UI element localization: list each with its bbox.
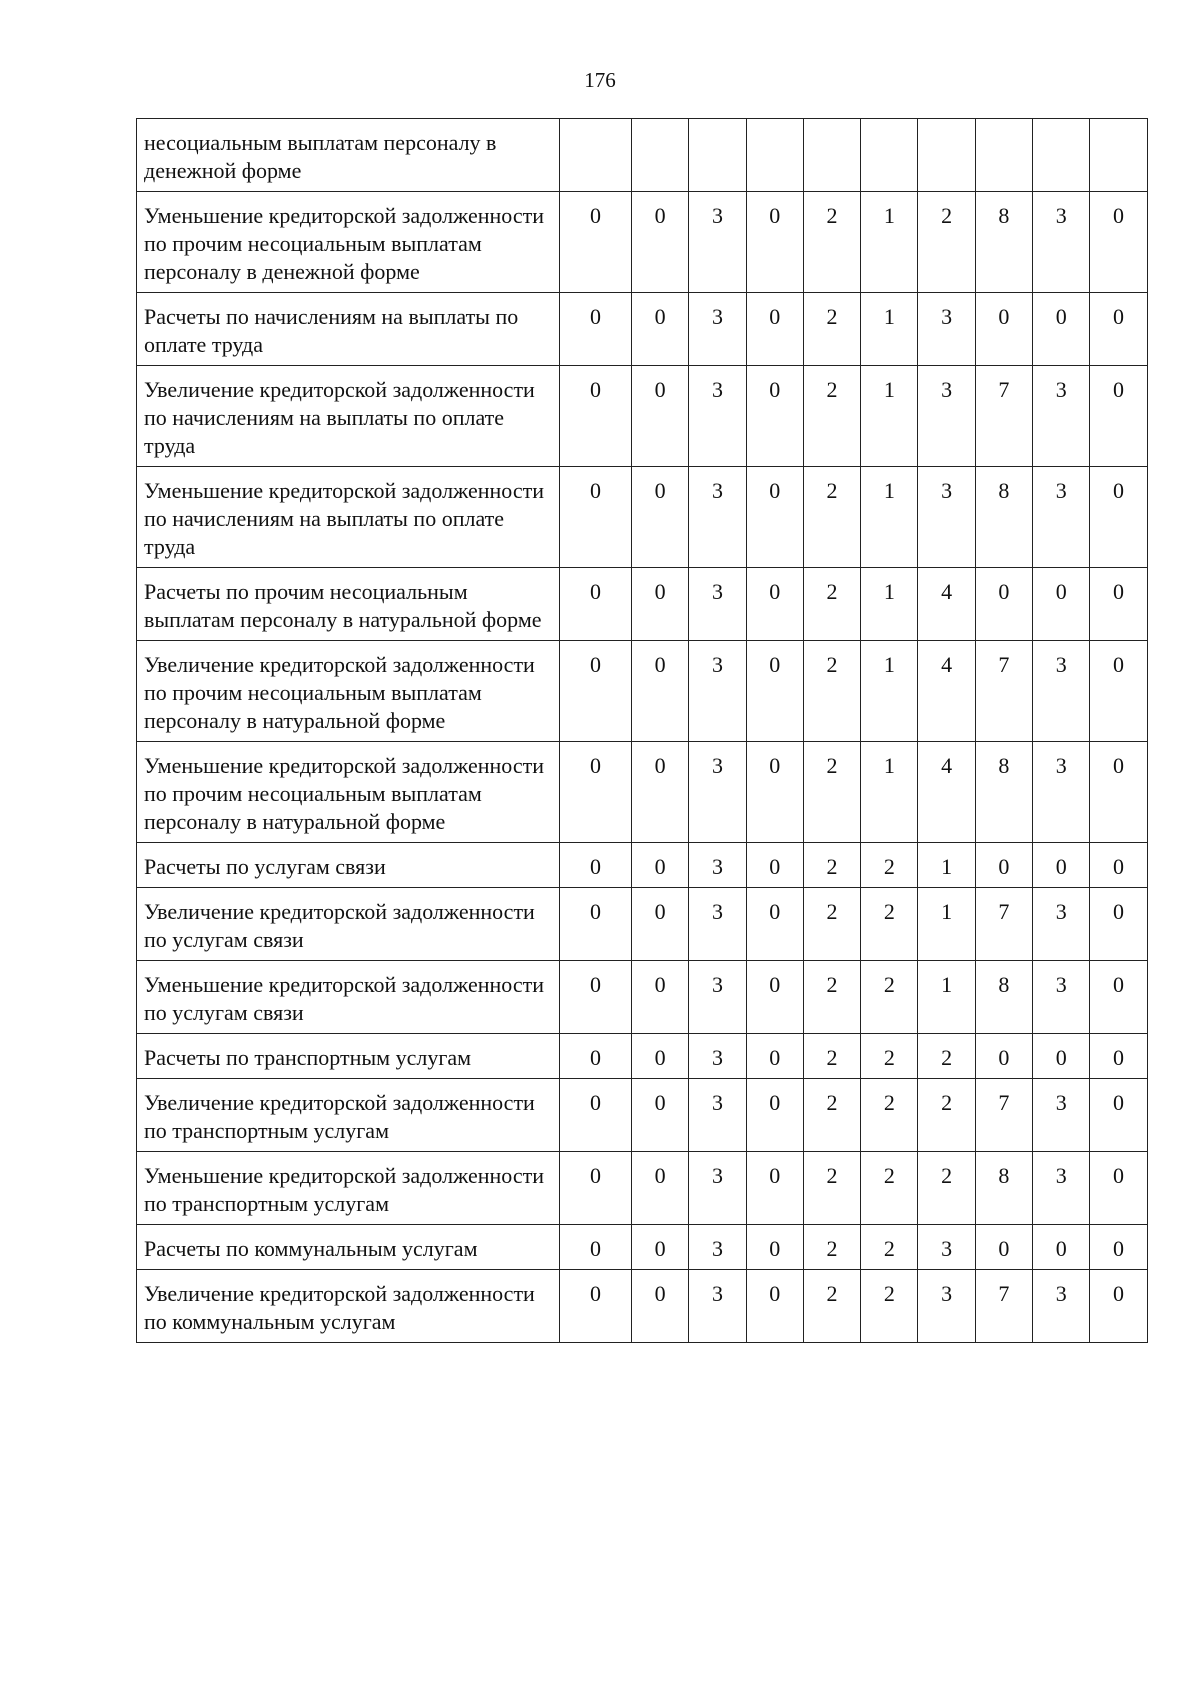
code-digit-cell: 0 bbox=[560, 742, 632, 843]
code-digit-cell: 1 bbox=[861, 293, 918, 366]
code-digit-cell bbox=[560, 119, 632, 192]
code-digit-cell: 3 bbox=[689, 843, 746, 888]
code-digit-cell: 0 bbox=[746, 1034, 803, 1079]
code-digit-cell: 3 bbox=[689, 568, 746, 641]
code-digit-cell: 1 bbox=[918, 843, 975, 888]
code-digit-cell: 0 bbox=[1090, 843, 1147, 888]
code-digit-cell: 0 bbox=[560, 366, 632, 467]
row-name-cell: Уменьшение кредиторской задолженности по транспортным услугам bbox=[137, 1152, 560, 1225]
code-digit-cell: 2 bbox=[803, 641, 860, 742]
code-digit-cell: 2 bbox=[861, 1079, 918, 1152]
code-digit-cell bbox=[746, 119, 803, 192]
table-row bbox=[137, 742, 1148, 843]
code-digit-cell: 0 bbox=[560, 641, 632, 742]
code-digit-cell: 3 bbox=[918, 467, 975, 568]
code-digit-cell bbox=[975, 119, 1032, 192]
table-row bbox=[137, 119, 1148, 192]
code-digit-cell: 7 bbox=[975, 1079, 1032, 1152]
table-body bbox=[137, 119, 1148, 1343]
code-digit-cell: 0 bbox=[1033, 843, 1090, 888]
code-digit-cell: 0 bbox=[746, 742, 803, 843]
code-digit-cell: 0 bbox=[975, 1225, 1032, 1270]
code-digit-cell: 0 bbox=[560, 568, 632, 641]
row-name-cell: Расчеты по транспортным услугам bbox=[137, 1034, 560, 1079]
code-digit-cell: 0 bbox=[1090, 1270, 1147, 1343]
code-digit-cell: 0 bbox=[632, 1225, 689, 1270]
code-digit-cell: 0 bbox=[746, 1079, 803, 1152]
code-digit-cell: 0 bbox=[560, 961, 632, 1034]
code-digit-cell: 0 bbox=[1090, 742, 1147, 843]
code-digit-cell: 0 bbox=[560, 293, 632, 366]
table-row bbox=[137, 1225, 1148, 1270]
table-row bbox=[137, 568, 1148, 641]
code-digit-cell: 7 bbox=[975, 366, 1032, 467]
code-digit-cell: 0 bbox=[632, 843, 689, 888]
code-digit-cell: 3 bbox=[1033, 1079, 1090, 1152]
code-digit-cell: 3 bbox=[1033, 1152, 1090, 1225]
code-digit-cell: 2 bbox=[918, 1152, 975, 1225]
code-digit-cell: 0 bbox=[746, 641, 803, 742]
table-row bbox=[137, 192, 1148, 293]
code-digit-cell: 2 bbox=[918, 192, 975, 293]
code-digit-cell bbox=[632, 119, 689, 192]
code-digit-cell: 0 bbox=[560, 467, 632, 568]
code-digit-cell: 1 bbox=[861, 742, 918, 843]
code-digit-cell: 3 bbox=[1033, 641, 1090, 742]
code-digit-cell: 3 bbox=[689, 1034, 746, 1079]
code-digit-cell: 0 bbox=[746, 843, 803, 888]
code-digit-cell: 2 bbox=[861, 888, 918, 961]
code-digit-cell: 2 bbox=[803, 1079, 860, 1152]
code-digit-cell: 3 bbox=[689, 888, 746, 961]
code-digit-cell: 1 bbox=[861, 366, 918, 467]
code-digit-cell: 0 bbox=[975, 293, 1032, 366]
code-digit-cell: 0 bbox=[1033, 1034, 1090, 1079]
code-digit-cell: 0 bbox=[560, 1270, 632, 1343]
code-digit-cell: 1 bbox=[861, 641, 918, 742]
code-digit-cell bbox=[803, 119, 860, 192]
code-digit-cell: 0 bbox=[746, 961, 803, 1034]
code-digit-cell: 3 bbox=[689, 293, 746, 366]
code-digit-cell: 0 bbox=[1090, 366, 1147, 467]
code-digit-cell: 0 bbox=[632, 192, 689, 293]
row-name-cell: Расчеты по услугам связи bbox=[137, 843, 560, 888]
code-digit-cell: 0 bbox=[560, 843, 632, 888]
code-digit-cell: 0 bbox=[746, 1225, 803, 1270]
code-digit-cell: 8 bbox=[975, 192, 1032, 293]
table-row bbox=[137, 1079, 1148, 1152]
row-name-cell: Увеличение кредиторской задолженности по коммунальным услугам bbox=[137, 1270, 560, 1343]
row-name-cell: Увеличение кредиторской задолженности по начислениям на выплаты по оплате труда bbox=[137, 366, 560, 467]
account-codes-table bbox=[136, 118, 1148, 1343]
code-digit-cell: 0 bbox=[1090, 961, 1147, 1034]
code-digit-cell: 2 bbox=[803, 742, 860, 843]
code-digit-cell: 0 bbox=[746, 1270, 803, 1343]
code-digit-cell bbox=[1090, 119, 1147, 192]
code-digit-cell bbox=[1033, 119, 1090, 192]
code-digit-cell: 2 bbox=[803, 1152, 860, 1225]
code-digit-cell: 0 bbox=[746, 1152, 803, 1225]
row-name-cell: Расчеты по начислениям на выплаты по оплате труда bbox=[137, 293, 560, 366]
code-digit-cell bbox=[861, 119, 918, 192]
code-digit-cell: 3 bbox=[689, 961, 746, 1034]
code-digit-cell: 1 bbox=[918, 961, 975, 1034]
code-digit-cell: 7 bbox=[975, 1270, 1032, 1343]
row-name-cell: Увеличение кредиторской задолженности по транспортным услугам bbox=[137, 1079, 560, 1152]
code-digit-cell: 3 bbox=[689, 366, 746, 467]
code-digit-cell: 0 bbox=[632, 1152, 689, 1225]
code-digit-cell: 0 bbox=[1090, 1225, 1147, 1270]
code-digit-cell: 1 bbox=[861, 568, 918, 641]
code-digit-cell: 0 bbox=[632, 1079, 689, 1152]
code-digit-cell: 0 bbox=[1090, 568, 1147, 641]
code-digit-cell: 8 bbox=[975, 742, 1032, 843]
code-digit-cell: 2 bbox=[861, 1034, 918, 1079]
code-digit-cell: 3 bbox=[918, 366, 975, 467]
code-digit-cell: 3 bbox=[1033, 888, 1090, 961]
code-digit-cell: 0 bbox=[1090, 888, 1147, 961]
code-digit-cell: 8 bbox=[975, 467, 1032, 568]
code-digit-cell: 0 bbox=[632, 961, 689, 1034]
code-digit-cell: 7 bbox=[975, 888, 1032, 961]
code-digit-cell: 3 bbox=[1033, 192, 1090, 293]
code-digit-cell: 0 bbox=[560, 192, 632, 293]
code-digit-cell: 2 bbox=[803, 293, 860, 366]
code-digit-cell: 3 bbox=[689, 1079, 746, 1152]
code-digit-cell: 0 bbox=[632, 568, 689, 641]
code-digit-cell: 0 bbox=[1090, 1079, 1147, 1152]
code-digit-cell: 7 bbox=[975, 641, 1032, 742]
code-digit-cell: 2 bbox=[861, 961, 918, 1034]
code-digit-cell: 0 bbox=[632, 293, 689, 366]
code-digit-cell: 3 bbox=[918, 1225, 975, 1270]
code-digit-cell bbox=[689, 119, 746, 192]
code-digit-cell: 3 bbox=[689, 1270, 746, 1343]
table-row bbox=[137, 843, 1148, 888]
code-digit-cell: 0 bbox=[632, 742, 689, 843]
code-digit-cell: 2 bbox=[861, 843, 918, 888]
code-digit-cell: 0 bbox=[975, 843, 1032, 888]
code-digit-cell: 1 bbox=[861, 467, 918, 568]
code-digit-cell: 1 bbox=[918, 888, 975, 961]
code-digit-cell: 2 bbox=[803, 366, 860, 467]
code-digit-cell: 4 bbox=[918, 742, 975, 843]
code-digit-cell: 0 bbox=[1033, 568, 1090, 641]
row-name-cell: Уменьшение кредиторской задолженности по начислениям на выплаты по оплате труда bbox=[137, 467, 560, 568]
table-row bbox=[137, 641, 1148, 742]
code-digit-cell: 0 bbox=[746, 293, 803, 366]
code-digit-cell: 8 bbox=[975, 961, 1032, 1034]
code-digit-cell: 2 bbox=[803, 467, 860, 568]
table-row bbox=[137, 366, 1148, 467]
code-digit-cell: 2 bbox=[803, 888, 860, 961]
code-digit-cell: 0 bbox=[746, 568, 803, 641]
code-digit-cell: 0 bbox=[975, 568, 1032, 641]
code-digit-cell bbox=[918, 119, 975, 192]
code-digit-cell: 3 bbox=[1033, 467, 1090, 568]
table-row bbox=[137, 961, 1148, 1034]
code-digit-cell: 2 bbox=[861, 1225, 918, 1270]
code-digit-cell: 4 bbox=[918, 568, 975, 641]
code-digit-cell: 2 bbox=[803, 1270, 860, 1343]
row-name-cell: Расчеты по прочим несоциальным выплатам персоналу в натуральной форме bbox=[137, 568, 560, 641]
code-digit-cell: 0 bbox=[1090, 293, 1147, 366]
code-digit-cell: 2 bbox=[918, 1079, 975, 1152]
code-digit-cell: 0 bbox=[560, 1079, 632, 1152]
code-digit-cell: 0 bbox=[632, 1034, 689, 1079]
page-number: 176 bbox=[584, 68, 616, 92]
code-digit-cell: 0 bbox=[560, 1034, 632, 1079]
code-digit-cell: 0 bbox=[632, 641, 689, 742]
code-digit-cell: 0 bbox=[746, 192, 803, 293]
code-digit-cell: 0 bbox=[1090, 1034, 1147, 1079]
code-digit-cell: 0 bbox=[1090, 641, 1147, 742]
table-row bbox=[137, 293, 1148, 366]
row-name-cell: Уменьшение кредиторской задолженности по услугам связи bbox=[137, 961, 560, 1034]
row-name-cell: Увеличение кредиторской задолженности по услугам связи bbox=[137, 888, 560, 961]
code-digit-cell: 0 bbox=[632, 366, 689, 467]
code-digit-cell: 2 bbox=[803, 192, 860, 293]
code-digit-cell: 8 bbox=[975, 1152, 1032, 1225]
table-row bbox=[137, 1270, 1148, 1343]
code-digit-cell: 3 bbox=[689, 467, 746, 568]
code-digit-cell: 3 bbox=[689, 742, 746, 843]
row-name-cell: Расчеты по коммунальным услугам bbox=[137, 1225, 560, 1270]
code-digit-cell: 0 bbox=[746, 888, 803, 961]
row-name-cell: Уменьшение кредиторской задолженности по прочим несоциальным выплатам персоналу в денежной форме bbox=[137, 192, 560, 293]
code-digit-cell: 0 bbox=[632, 1270, 689, 1343]
table-row bbox=[137, 467, 1148, 568]
code-digit-cell: 0 bbox=[560, 1152, 632, 1225]
code-digit-cell: 0 bbox=[746, 366, 803, 467]
code-digit-cell: 0 bbox=[560, 1225, 632, 1270]
code-digit-cell: 2 bbox=[803, 843, 860, 888]
code-digit-cell: 3 bbox=[918, 1270, 975, 1343]
code-digit-cell: 3 bbox=[689, 192, 746, 293]
code-digit-cell: 3 bbox=[689, 1225, 746, 1270]
code-digit-cell: 0 bbox=[632, 888, 689, 961]
code-digit-cell: 0 bbox=[975, 1034, 1032, 1079]
code-digit-cell: 0 bbox=[1033, 293, 1090, 366]
table-row bbox=[137, 1034, 1148, 1079]
code-digit-cell: 0 bbox=[1033, 1225, 1090, 1270]
code-digit-cell: 0 bbox=[560, 888, 632, 961]
code-digit-cell: 2 bbox=[803, 961, 860, 1034]
code-digit-cell: 3 bbox=[1033, 366, 1090, 467]
code-digit-cell: 0 bbox=[1090, 192, 1147, 293]
code-digit-cell: 3 bbox=[918, 293, 975, 366]
code-digit-cell: 2 bbox=[803, 1225, 860, 1270]
row-name-cell: Уменьшение кредиторской задолженности по прочим несоциальным выплатам персоналу в натуральной форме bbox=[137, 742, 560, 843]
code-digit-cell: 4 bbox=[918, 641, 975, 742]
code-digit-cell: 3 bbox=[689, 641, 746, 742]
code-digit-cell: 2 bbox=[861, 1270, 918, 1343]
code-digit-cell: 2 bbox=[861, 1152, 918, 1225]
code-digit-cell: 3 bbox=[1033, 1270, 1090, 1343]
row-name-cell: Увеличение кредиторской задолженности по прочим несоциальным выплатам персоналу в натуральной форме bbox=[137, 641, 560, 742]
row-name-cell: несоциальным выплатам персоналу в денежной форме bbox=[137, 119, 560, 192]
code-digit-cell: 2 bbox=[918, 1034, 975, 1079]
table-row bbox=[137, 1152, 1148, 1225]
code-digit-cell: 0 bbox=[1090, 1152, 1147, 1225]
code-digit-cell: 1 bbox=[861, 192, 918, 293]
code-digit-cell: 3 bbox=[1033, 742, 1090, 843]
code-digit-cell: 3 bbox=[1033, 961, 1090, 1034]
code-digit-cell: 0 bbox=[746, 467, 803, 568]
table-row bbox=[137, 888, 1148, 961]
code-digit-cell: 0 bbox=[1090, 467, 1147, 568]
code-digit-cell: 2 bbox=[803, 568, 860, 641]
code-digit-cell: 3 bbox=[689, 1152, 746, 1225]
code-digit-cell: 2 bbox=[803, 1034, 860, 1079]
code-digit-cell: 0 bbox=[632, 467, 689, 568]
